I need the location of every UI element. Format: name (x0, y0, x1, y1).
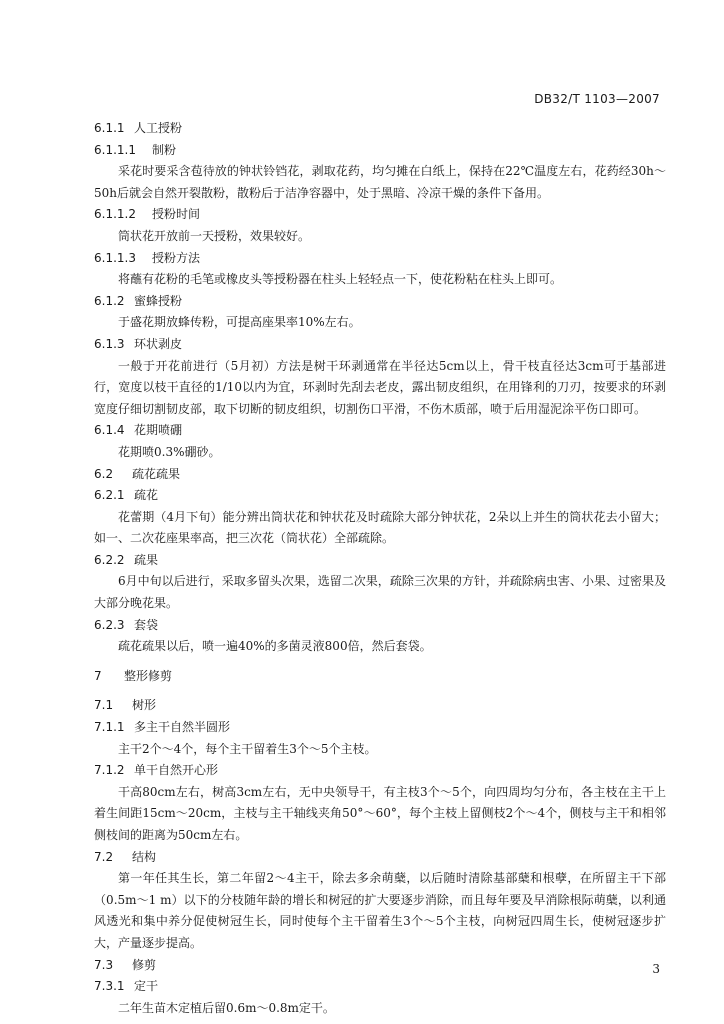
body-paragraph: 6月中旬以后进行，采取多留头次果，选留二次果，疏除三次果的方针，并疏除病虫害、小果、过密果及大部分晚花果。 (94, 574, 666, 611)
section-heading (94, 464, 666, 486)
document-body (94, 118, 666, 1019)
section-heading (94, 550, 666, 572)
section-title: 修剪 (132, 957, 157, 972)
section-number: 6.1.1.1 (94, 142, 136, 157)
section-title: 授粉方法 (152, 250, 201, 265)
section-title: 花期喷硼 (134, 423, 183, 438)
body-paragraph: 于盛花期放蜂传粉，可提高座果率10%左右。 (118, 315, 361, 330)
section-heading (94, 615, 666, 637)
section-number: 6.1.3 (94, 336, 125, 351)
section-number: 6.1.4 (94, 423, 125, 438)
section-title: 疏果 (134, 552, 159, 567)
body-paragraph: 第一年任其生长，第二年留2～4主干，除去多余萌蘖，以后随时清除基部蘖和根孽，在所留主干下部（0.5m～1 m）以下的分枝随年龄的增长和树冠的扩大要逐步消除，而且每年要及早消除根际萌蘖，以利通风透光和集中养分促使树冠生长，同时使每个主干留着生3个～5个主枝，向树冠四周生长，使树冠逐步扩大，产量逐步提高。 (94, 871, 666, 950)
section-number: 6.1.1 (94, 121, 125, 135)
section-number: 7.3.1 (94, 979, 125, 994)
section-title: 授粉时间 (152, 207, 201, 222)
section-title: 树形 (132, 698, 157, 713)
section-title: 制粉 (152, 142, 177, 157)
section-heading (94, 485, 666, 507)
section-number: 7 (94, 668, 102, 683)
section-heading (94, 695, 666, 717)
section-heading (94, 140, 666, 162)
section-number: 7.1.2 (94, 763, 125, 778)
section-title: 整形修剪 (124, 668, 173, 683)
section-number: 6.2.2 (94, 552, 125, 567)
section-heading (94, 248, 666, 270)
body-paragraph: 主干2个～4个，每个主干留着生3个～5个主枝。 (118, 741, 377, 756)
body-paragraph: 一般于开花前进行（5月初）方法是树干环剥通常在半径达5cm以上，骨干枝直径达3cm可于基部进行，宽度以枝干直径的1/10以内为宜，环剥时先刮去老皮，露出韧皮组织，在用锋利的刀刃，按要求的环剥宽度仔细切割韧皮部，取下切断的韧皮组织，切割伤口平滑，不伤木质部，喷于后用湿泥涂平伤口即可。 (94, 358, 666, 416)
section-number: 6.2.1 (94, 488, 125, 503)
body-paragraph: 疏花疏果以后，喷一遍40%的多菌灵液800倍，然后套袋。 (118, 639, 432, 654)
body-paragraph: 二年生苗木定植后留0.6m～0.8m定干。 (118, 1000, 335, 1015)
section-title: 环状剥皮 (134, 336, 183, 351)
section-heading (94, 291, 666, 313)
section-heading (94, 847, 666, 869)
body-paragraph: 干高80cm左右，树高3cm左右，无中央领导干，有主枝3个～5个，向四周均匀分布，各主枝在主干上着生间距15cm～20cm，主枝与主干轴线夹角50°～60°，每个主枝上留侧枝2个～4个，侧枝与主干和相邻侧枝间的距离为50cm左右。 (94, 784, 666, 842)
section-number: 6.2 (94, 466, 114, 481)
section-number: 7.1 (94, 698, 114, 713)
section-title: 套袋 (134, 617, 159, 632)
section-heading (94, 204, 666, 226)
section-heading (94, 334, 666, 356)
body-paragraph: 花期喷0.3%硼砂。 (118, 444, 221, 459)
body-paragraph: 花蕾期（4月下旬）能分辨出筒状花和钟状花及时疏除大部分钟状花，2朵以上并生的筒状花去小留大；如一、二次花座果率高，把三次花（筒状花）全部疏除。 (94, 509, 666, 546)
section-number: 7.3 (94, 957, 114, 972)
section-title: 单干自然开心形 (134, 763, 219, 778)
section-heading (94, 760, 666, 782)
standard-code: DB32/T 1103—2007 (534, 92, 660, 106)
section-heading (94, 717, 666, 739)
section-title: 结构 (132, 849, 157, 864)
section-heading (94, 420, 666, 442)
section-heading (94, 976, 666, 998)
section-heading (94, 118, 666, 140)
body-paragraph: 采花时要采含苞待放的钟状铃铛花，剥取花药，均匀摊在白纸上，保持在22℃温度左右，花药经30h～50h后就会自然开裂散粉，散粉后于洁净容器中，处于黑暗、冷凉干燥的条件下备用。 (94, 164, 666, 200)
section-number: 6.1.1.3 (94, 250, 136, 265)
section-number: 6.1.2 (94, 293, 125, 308)
section-title: 疏花疏果 (132, 466, 181, 481)
section-heading (94, 666, 666, 688)
section-title: 多主干自然半圆形 (134, 720, 231, 735)
page-number: 3 (652, 962, 660, 976)
section-title: 疏花 (134, 488, 159, 503)
section-number: 6.2.3 (94, 617, 125, 632)
section-title: 蜜蜂授粉 (134, 293, 183, 308)
section-title: 人工授粉 (134, 121, 183, 135)
section-title: 定干 (134, 979, 159, 994)
body-paragraph: 筒状花开放前一天授粉，效果较好。 (118, 228, 311, 243)
body-paragraph: 将蘸有花粉的毛笔或橡皮头等授粉器在柱头上轻轻点一下，使花粉粘在柱头上即可。 (118, 272, 563, 287)
section-number: 7.2 (94, 849, 114, 864)
section-heading (94, 955, 666, 977)
section-number: 7.1.1 (94, 720, 125, 735)
section-number: 6.1.1.2 (94, 207, 136, 222)
